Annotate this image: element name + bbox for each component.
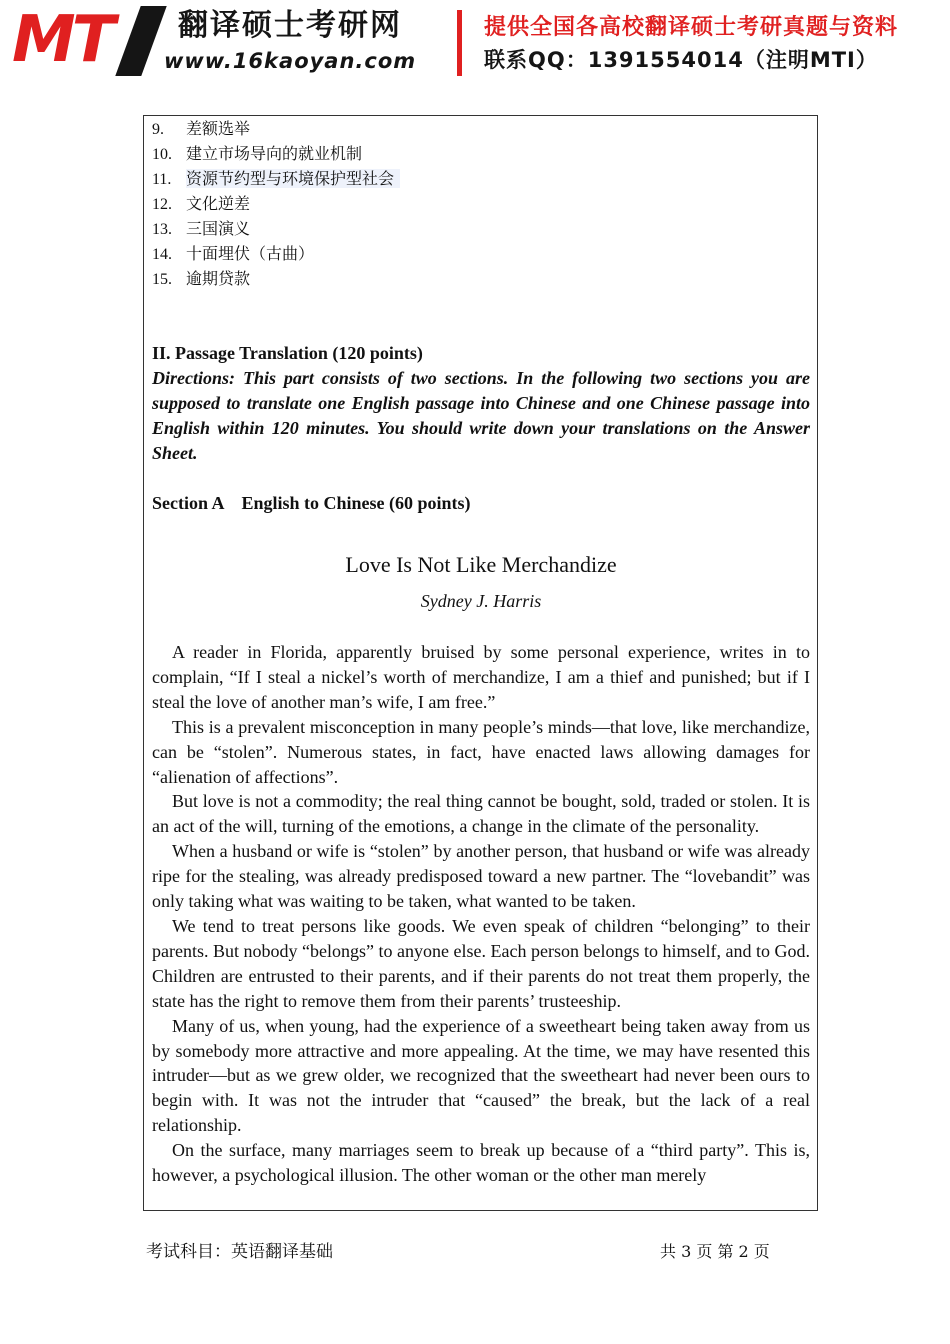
- footer-subject: 考试科目：英语翻译基础: [146, 1242, 333, 1262]
- term-item: 13. 三国演义: [152, 219, 251, 238]
- header-tagline: 提供全国各高校翻译硕士考研真题与资料: [484, 15, 899, 40]
- passage-paragraph: Many of us, when young, had the experience of a sweetheart being taken away from us by somebody more attractive and more appealing. At the time, we may have resented this intruder—but as we grew older, we recognized that the sweetheart had never been ours to begin with. It was not the intruder that “caused” the break, but the lack of a real relationship.: [152, 1015, 810, 1136]
- passage-paragraph: We tend to treat persons like goods. We even speak of children “belonging” to their parents. But nobody “belongs” to anyone else. Each person belongs to himself, and to God. Children are entrusted to their parents, and if their parents do not treat them properly, the state has the right to remove them from their parents’ trusteeship.: [152, 915, 810, 1011]
- directions-text: Directions: This part consists of two sections. In the following two sections you are supposed to translate one English passage into Chinese and one Chinese passage into English within 120 minutes. You should write down your translations on the Answer Sheet.: [152, 368, 810, 463]
- passage-paragraph: This is a prevalent misconception in many people’s minds—that love, like merchandize, can be “stolen”. Numerous states, in fact, have enacted laws allowing damages for “alienation of affections”.: [152, 716, 810, 787]
- logo-site-name: 翻译硕士考研网: [178, 8, 402, 43]
- term-item: 14. 十面埋伏（古曲）: [152, 244, 315, 263]
- passage-title: Love Is Not Like Merchandize: [345, 552, 617, 577]
- passage-author: Sydney J. Harris: [420, 591, 542, 611]
- logo-mt: MT: [12, 3, 112, 77]
- header-divider: [457, 10, 462, 76]
- passage-paragraph: When a husband or wife is “stolen” by another person, that husband or wife was already ripe for the stealing, was already predisposed toward a new partner. The “lovebandit” was only taking what was waiting to be taken, what wanted to be taken.: [152, 841, 810, 912]
- passage-paragraph: A reader in Florida, apparently bruised by some personal experience, writes in to complain, “If I steal a nickel’s worth of merchandize, I am a thief and punished; but if I steal the love of another man’s wife, I am free.”: [152, 642, 810, 712]
- term-item-highlighted: 11. 资源节约型与环境保护型社会: [152, 166, 400, 191]
- term-item: 9. 差额选举: [152, 119, 251, 138]
- passage-paragraph: On the surface, many marriages seem to break up because of a “third party”. This is, however, a psychological illusion. The other woman or the other man merely: [152, 1140, 810, 1186]
- logo-slash-mark: [115, 6, 166, 76]
- term-list: [152, 116, 400, 291]
- footer-page-info: 共 3 页 第 2 页: [660, 1242, 770, 1261]
- exam-content-box: [143, 115, 818, 1211]
- subsection-title: Section A English to Chinese (60 points): [152, 493, 471, 513]
- term-item: 10. 建立市场导向的就业机制: [152, 144, 363, 163]
- logo-url: www.16kaoyan.com: [164, 49, 417, 73]
- passage-body: [152, 640, 810, 1188]
- term-item: 12. 文化逆差: [152, 194, 251, 213]
- term-item: 15. 逾期贷款: [152, 269, 251, 288]
- passage-paragraph: But love is not a commodity; the real thing cannot be bought, sold, traded or stolen. It is an act of the will, turning of the emotions, a change in the climate of the personality.: [152, 791, 810, 837]
- page-header: [0, 0, 950, 100]
- section-title: II. Passage Translation (120 points): [152, 343, 423, 363]
- header-contact: 联系QQ：1391554014（注明MTI）: [484, 48, 878, 72]
